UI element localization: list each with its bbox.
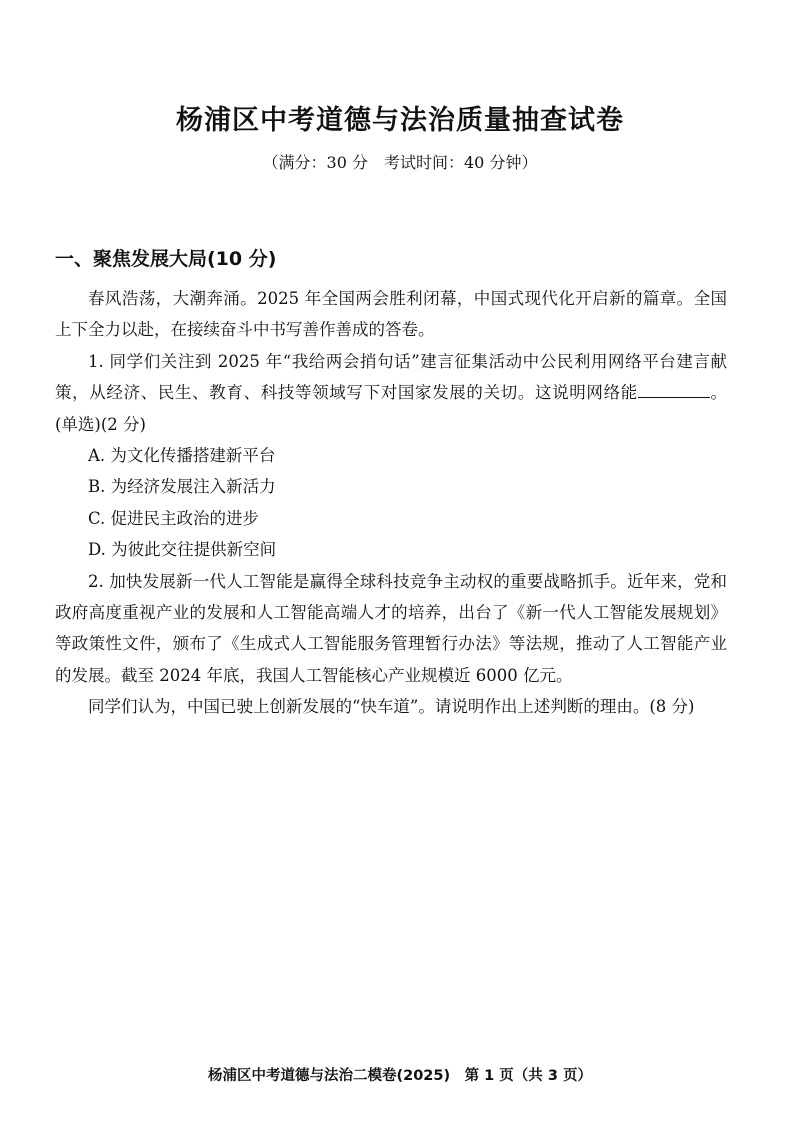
option-d: D. 为彼此交往提供新空间	[88, 540, 277, 560]
option-a: A. 为文化传播搭建新平台	[88, 446, 276, 466]
section-intro: 春风浩荡，大潮奔涌。2025 年全国两会胜利闭幕，中国式现代化开启新的篇章。全国上下全力以赴，在接续奋斗中书写善作善成的答卷。	[55, 289, 727, 340]
question-2-material: 2. 加快发展新一代人工智能是赢得全球科技竞争主动权的重要战略抓手。近年来，党和政府高度重视产业的发展和人工智能高端人才的培养，出台了《新一代人工智能发展规划》等政策性文件，颁布了《生成式人工智能服务管理暂行办法》等法规，推动了人工智能产业的发展。截至 2024 年底，我国人工智能核心产业规模近 6000 亿元。	[55, 571, 727, 685]
question-1-stem-tail: 。(单选)(2 分)	[55, 383, 728, 434]
option-b: B. 为经济发展注入新活力	[88, 477, 276, 497]
question-2-prompt: 同学们认为，中国已驶上创新发展的“快车道”。请说明作出上述判断的理由。(8 分)	[88, 697, 695, 717]
exam-subtitle: （满分：30 分 考试时间：40 分钟）	[262, 153, 538, 172]
exam-title: 杨浦区中考道德与法治质量抽查试卷	[176, 105, 624, 136]
answer-blank	[638, 379, 710, 398]
question-1-stem-text: 1. 同学们关注到 2025 年“我给两会捎句话”建言征集活动中公民利用网络平台建言献策，从经济、民生、教育、科技等领域写下对国家发展的关切。这说明网络能	[55, 351, 727, 403]
section-body	[55, 283, 727, 723]
section-heading: 一、聚焦发展大局(10 分)	[55, 248, 277, 270]
page-footer: 杨浦区中考道德与法治二模卷(2025) 第 1 页（共 3 页）	[208, 1068, 592, 1084]
option-c: C. 促进民主政治的进步	[88, 508, 260, 528]
question-1-stem	[55, 346, 727, 440]
